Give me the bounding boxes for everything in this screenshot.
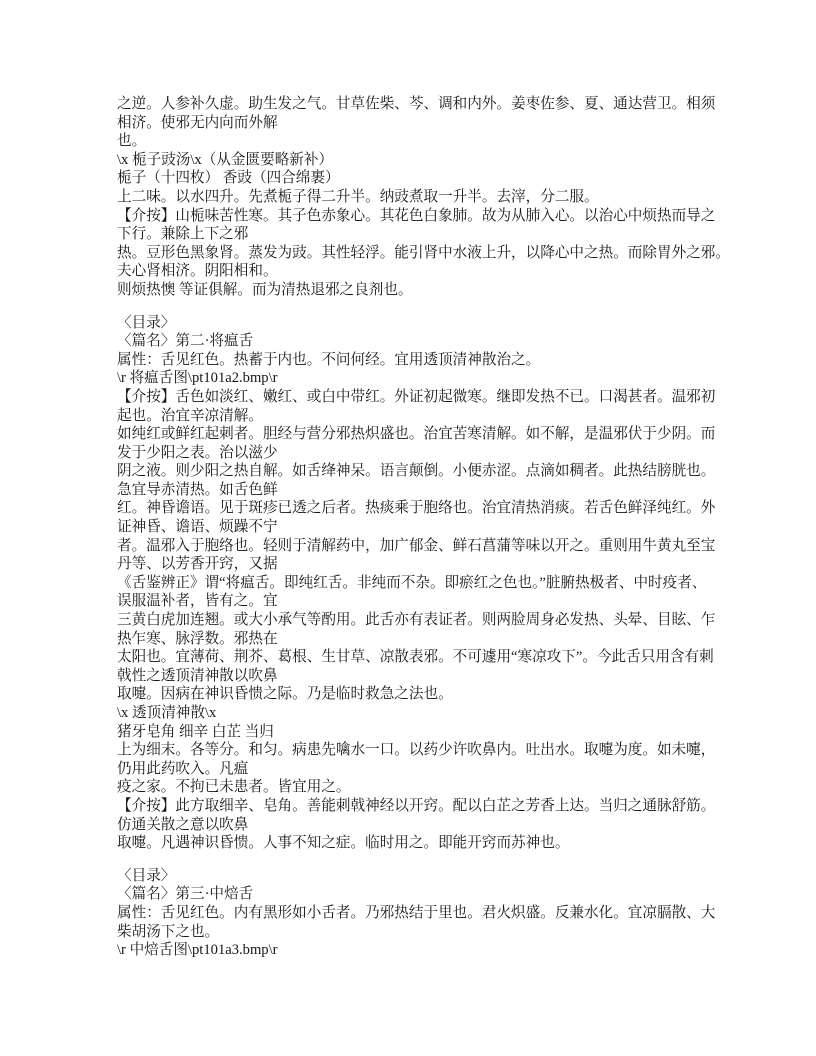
text-line: 《舌鉴辨正》谓“将瘟舌。即纯红舌。非纯而不杂。即瘀红之色也。”脏腑热极者、中时疫者、	[117, 574, 707, 591]
text-line: 三黄白虎加连翘。或大小承气等酌用。此舌亦有表证者。则两脸周身必发热、头晕、目眩、乍	[117, 612, 716, 629]
text-line: 发于少阳之表。治以滋少	[117, 444, 278, 461]
text-line: 起也。治宜辛凉清解。	[117, 407, 263, 424]
text-line: 上为细末。各等分。和匀。病患先噙水一口。以药少许吹鼻内。吐出水。取嚏为度。如未嚏，	[117, 742, 716, 759]
text-line: 误服温补者，皆有之。宜	[117, 593, 278, 610]
text-line: 夫心肾相济。阴阳相和。	[117, 263, 278, 280]
text-line: 猪牙皂角 细辛 白芷 当归	[117, 723, 274, 740]
text-line: 【介按】舌色如淡红、嫩红、或白中带红。外证初起微寒。继即发热不已。口渴甚者。温邪初	[117, 388, 716, 405]
text-line: 丹等、以芳香开窍，又据	[117, 556, 278, 573]
text-line: 太阳也。宜薄荷、荆芥、葛根、生甘草、凉散表邪。不可遽用“寒凉攻下”。今此舌只用含有刺	[117, 649, 714, 666]
text-line: 〈目录〉	[117, 314, 176, 331]
text-line: 柴胡汤下之也。	[117, 923, 220, 940]
text-line: 阴之液。则少阳之热自解。如舌绛神呆。语言颠倒。小便赤涩。点滴如稠者。此热结膀胱也。	[117, 463, 716, 480]
text-line: 栀子（十四枚） 香豉（四合绵裹）	[117, 170, 340, 187]
text-line: 热。豆形色黑象肾。蒸发为豉。其性轻浮。能引肾中水液上升，以降心中之热。而除胃外之邪。	[117, 244, 730, 261]
text-line: 属性：舌见红色。热蓄于内也。不问何经。宜用透顶清神散治之。	[117, 351, 541, 368]
text-line: 上二味。以水四升。先煮栀子得二升半。纳豉煮取一升半。去滓，分二服。	[117, 188, 599, 205]
text-line: 红。神昏谵语。见于斑疹已透之后者。热痰乘于胞络也。治宜清热消痰。若舌色鲜泽纯红。外	[117, 500, 716, 517]
text-line: 下行。兼除上下之邪	[117, 226, 249, 243]
paragraph-1	[117, 95, 730, 300]
text-line: 〈篇名〉第三·中焙舌	[117, 886, 254, 903]
text-line: 〈篇名〉第二·将瘟舌	[117, 333, 254, 350]
paragraph-3	[117, 867, 717, 960]
text-line: \x 栀子豉汤\x（从金匮要略新补）	[117, 151, 334, 168]
text-line: 〈目录〉	[117, 867, 176, 884]
text-line: 热乍寒、脉浮数。邪热在	[117, 630, 278, 647]
text-line: 【介按】山栀味苦性寒。其子色赤象心。其花色白象肺。故为从肺入心。以治心中烦热而导之	[117, 207, 716, 224]
text-line: 仿通关散之意以吹鼻	[117, 816, 249, 833]
text-line: 也。	[117, 133, 147, 150]
paragraph-2	[117, 314, 717, 853]
text-line: 仍用此药吹入。凡瘟	[117, 760, 249, 777]
text-line: 者。温邪入于胞络也。轻则于清解药中，加广郁金、鲜石菖蒲等味以开之。重则用牛黄丸至宝	[117, 537, 716, 554]
document-body	[117, 95, 730, 960]
text-line: 则烦热懊 等证俱解。而为清热退邪之良剂也。	[117, 281, 413, 298]
text-line: \r 将瘟舌图\pt101a2.bmp\r	[117, 370, 278, 387]
text-line: 【介按】此方取细辛、皂角。善能刺戟神经以开窍。配以白芷之芳香上达。当归之通脉舒筋。	[117, 797, 716, 814]
text-line: 证神昏、谵语、烦躁不宁	[117, 519, 278, 536]
text-line: \x 透顶清神散\x	[117, 705, 217, 721]
text-line: 如纯红或鲜红起刺者。胆经与营分邪热炽盛也。治宜苦寒清解。如不解，是温邪伏于少阴。而	[117, 426, 716, 443]
text-line: 属性：舌见红色。内有黑形如小舌者。乃邪热结于里也。君火炽盛。反兼水化。宜凉膈散、大	[117, 904, 716, 921]
text-line: 戟性之透顶清神散以吹鼻	[117, 667, 278, 684]
text-line: 疫之家。不拘已未患者。皆宜用之。	[117, 779, 351, 796]
text-line: 急宜导赤清热。如舌色鲜	[117, 481, 278, 498]
text-line: \r 中焙舌图\pt101a3.bmp\r	[117, 942, 278, 959]
text-line: 之逆。人参补久虚。助生发之气。甘草佐柴、芩、调和内外。姜枣佐参、夏、通达营卫。相须	[117, 96, 716, 112]
text-line: 相济。使邪无内向而外解	[117, 114, 278, 131]
text-line: 取嚏。因病在神识昏愦之际。乃是临时救急之法也。	[117, 686, 453, 703]
text-line: 取嚏。凡遇神识昏愦。人事不知之症。临时用之。即能开窍而苏神也。	[117, 835, 570, 852]
